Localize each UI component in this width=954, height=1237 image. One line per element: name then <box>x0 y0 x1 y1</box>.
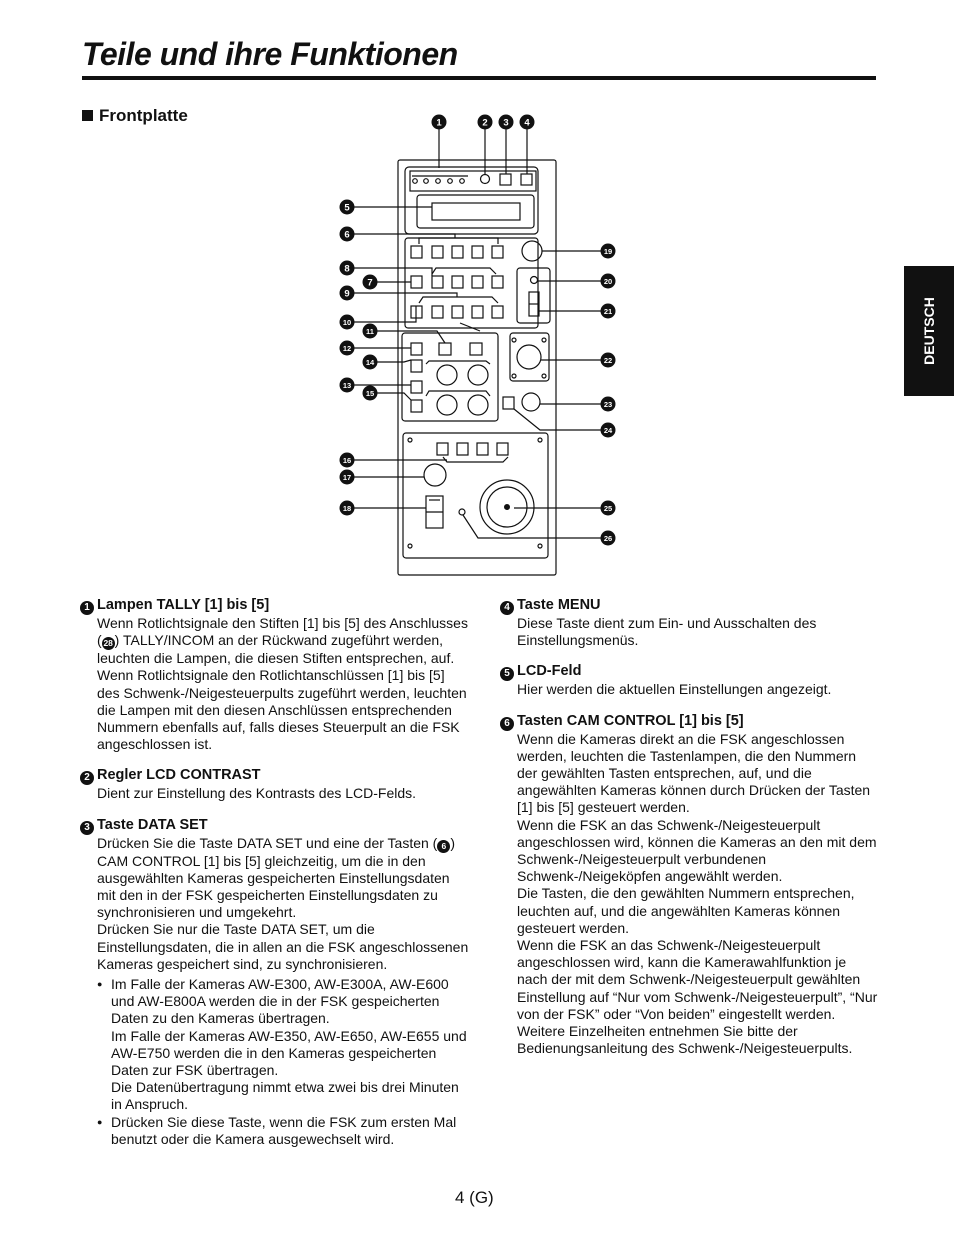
item-heading <box>80 817 470 835</box>
svg-text:22: 22 <box>603 355 613 365</box>
paragraph-text: Drücken Sie die Taste DATA SET und eine der Tasten ( <box>97 834 438 851</box>
paragraph-text: ) TALLY/INCOM an der Rückwand zugeführt werden, leuchten die Lampen, die diesen Stiften entsprechen, auf. <box>97 632 455 667</box>
item-heading <box>500 663 880 681</box>
item-heading <box>80 767 470 785</box>
bullet-text: ● Im Falle der Kameras AW-E300, AW-E300A, AW-E600 und AW-E800A werden die in der FSK gespeicherten Daten zu den Kameras übertragen. <box>111 976 449 1027</box>
svg-text:10: 10 <box>342 317 352 327</box>
language-tab <box>904 266 954 396</box>
callout-25 <box>601 501 616 516</box>
bullet-text: ● Drücken Sie diese Taste, wenn die FSK zum ersten Mal benutzt oder die Kamera ausgewechselt wird. <box>111 1113 457 1147</box>
svg-text:1: 1 <box>436 117 442 129</box>
paragraph-text: Wenn Rotlichtsignale den Stiften [1] bis [5] des Anschlusses ( <box>97 615 468 649</box>
item-paragraph <box>97 921 470 973</box>
item-paragraph <box>97 785 470 802</box>
callout-24 <box>601 423 616 438</box>
svg-text:2: 2 <box>482 117 488 129</box>
svg-text:23: 23 <box>603 399 613 409</box>
svg-text:17: 17 <box>342 472 352 482</box>
item-paragraph: Die Tasten, die den gewählten Nummern entsprechen, leuchten auf, und die angewählten Kameras können gesteuert werden. <box>517 885 855 936</box>
svg-text:16: 16 <box>342 455 352 465</box>
callout-21 <box>601 304 616 319</box>
page-title: Teile und ihre Funktionen <box>82 36 458 72</box>
callout-12 <box>340 341 355 356</box>
right-column <box>500 597 880 1071</box>
item-paragraph: Wenn die FSK an das Schwenk-/Neigesteuerpult angeschlossen wird, kann die Kamerawahlfunktion je nach der mit dem Schwenk-/Neigesteuerpult gewählten Einstellung auf “Nur vom Schwenk-/Neigesteuerpult”, “Nur von der FSK” oder “Von beiden” eingestellt werden. <box>517 937 878 1022</box>
item-number-badge: 1 <box>80 601 94 615</box>
item-number-badge: 4 <box>500 601 514 615</box>
paragraph-text: Drücken Sie nur die Taste DATA SET, um die Einstellungsdaten, die in allen an die FSK angeschlossenen Kameras gespeichert sind, zu synchronisieren. <box>97 921 469 972</box>
item-paragraph: Wenn die FSK an das Schwenk-/Neigesteuerpult angeschlossen wird, können die Kameras an den mit dem Schwenk-/Neigesteuerpult verbundenen Schwenk-/Neigeköpfen angewählt werden. <box>517 816 877 885</box>
item-paragraph <box>97 835 470 922</box>
item-paragraph: Wenn die Kameras direkt an die FSK angeschlossen werden, leuchten die Tastenlampen, die den Nummern der gewählten Tasten entsprechen, auf, und die angewählten Kameras können durch Drücken der Tasten [1] bis [5] gesteuert werden. <box>517 730 871 816</box>
svg-text:25: 25 <box>603 503 613 513</box>
callout-22 <box>601 353 616 368</box>
item-title: Taste DATA SET <box>97 816 208 833</box>
item-body <box>517 681 880 698</box>
paragraph-text: ) CAM CONTROL [1] bis [5] gleichzeitig, um die in den ausgewählten Kameras gespeicherten Einstellungsdaten mit den in der FSK gespeicherten Einstellungsdaten zu synchronisieren und umgekehrt. <box>97 834 456 921</box>
callout-7 <box>363 275 378 290</box>
svg-text:8: 8 <box>344 263 350 275</box>
item-title: Regler LCD CONTRAST <box>97 767 261 784</box>
callout-15 <box>363 386 378 401</box>
item-title: LCD-Feld <box>517 663 582 680</box>
svg-text:11: 11 <box>366 326 374 336</box>
callout-16 <box>340 453 355 468</box>
svg-text:5: 5 <box>344 202 350 214</box>
callout-10 <box>340 315 355 330</box>
item-6 <box>500 713 880 1058</box>
callout-9 <box>340 286 355 301</box>
svg-text:19: 19 <box>603 246 613 256</box>
callout-1 <box>432 115 447 130</box>
callout-11 <box>363 324 378 339</box>
svg-text:4: 4 <box>524 117 530 129</box>
svg-text:7: 7 <box>367 277 373 289</box>
callout-18 <box>340 501 355 516</box>
reference-number-badge: 28 <box>103 638 113 649</box>
callout-17 <box>340 470 355 485</box>
item-3 <box>80 817 470 1148</box>
item-1 <box>80 597 470 753</box>
svg-text:6: 6 <box>344 229 350 241</box>
bullet-text: Die Datenübertragung nimmt etwa zwei bis drei Minuten in Anspruch. <box>111 1079 459 1113</box>
item-4 <box>500 597 880 649</box>
callout-13 <box>340 378 355 393</box>
callout-19 <box>601 244 616 259</box>
item-body <box>517 731 880 1058</box>
bullet-item <box>97 976 470 1114</box>
title-rule <box>82 76 876 80</box>
svg-text:12: 12 <box>342 343 352 353</box>
item-title: Taste MENU <box>517 597 601 613</box>
svg-text:14: 14 <box>365 357 375 367</box>
item-body <box>97 615 470 753</box>
language-tab-label: DEUTSCH <box>921 297 937 365</box>
item-paragraph: Hier werden die aktuellen Einstellungen angezeigt. <box>517 681 832 698</box>
callout-20 <box>601 274 616 289</box>
section-title: Frontplatte <box>99 106 188 125</box>
svg-text:21: 21 <box>603 306 613 316</box>
svg-text:13: 13 <box>342 380 352 390</box>
item-5 <box>500 663 880 698</box>
svg-text:9: 9 <box>344 288 350 300</box>
item-body <box>517 615 880 649</box>
item-body <box>97 835 470 1148</box>
item-paragraph <box>97 615 470 667</box>
item-paragraph <box>97 667 470 753</box>
callout-8 <box>340 261 355 276</box>
callout-26 <box>601 531 616 546</box>
section-heading <box>82 106 188 126</box>
item-number-badge: 6 <box>500 717 514 731</box>
bullet-list <box>97 976 470 1148</box>
item-body <box>97 785 470 802</box>
svg-text:26: 26 <box>603 533 613 543</box>
item-2 <box>80 767 470 802</box>
callout-4 <box>520 115 535 130</box>
svg-text:3: 3 <box>503 117 509 129</box>
item-title: Lampen TALLY [1] bis [5] <box>97 597 270 613</box>
svg-text:20: 20 <box>603 276 613 286</box>
svg-text:24: 24 <box>603 425 613 435</box>
item-number-badge: 2 <box>80 771 94 785</box>
item-paragraph: Weitere Einzelheiten entnehmen Sie bitte der Bedienungsanleitung des Schwenk-/Neigesteuerpults. <box>517 1023 853 1057</box>
bullet-item <box>97 1114 470 1148</box>
paragraph-text: Dient zur Einstellung des Kontrasts des LCD-Felds. <box>97 785 417 802</box>
front-panel-diagram <box>330 105 630 580</box>
reference-number-badge: 6 <box>437 840 450 853</box>
item-number-badge: 3 <box>80 821 94 835</box>
left-column <box>80 597 470 1162</box>
callout-5 <box>340 200 355 215</box>
callout-14 <box>363 355 378 370</box>
callout-3 <box>499 115 514 130</box>
svg-text:15: 15 <box>365 388 375 398</box>
callout-6 <box>340 227 355 242</box>
callout-2 <box>478 115 493 130</box>
item-heading <box>500 713 880 731</box>
paragraph-text: Wenn Rotlichtsignale den Rotlichtanschlüssen [1] bis [5] des Schwenk-/Neigesteuerpults zugeführt werden, leuchten die Lampen mit den diesen Anschlüssen entsprechenden Nummern ebenfalls auf, falls dieses Steuerpult an die FSK angeschlossen ist. <box>97 667 467 753</box>
callout-23 <box>601 397 616 412</box>
item-heading <box>500 597 880 615</box>
page-number: 4 (G) <box>455 1188 494 1207</box>
item-paragraph: Diese Taste dient zum Ein- und Ausschalten des Einstellungsmenüs. <box>517 615 817 649</box>
bullet-text: Im Falle der Kameras AW-E350, AW-E650, AW-E655 und AW-E750 werden die in den Kameras gespeicherten Daten zur FSK übertragen. <box>111 1027 467 1079</box>
svg-text:18: 18 <box>342 503 352 513</box>
square-bullet-icon <box>82 110 93 121</box>
item-title: Tasten CAM CONTROL [1] bis [5] <box>517 712 744 729</box>
item-heading <box>80 597 470 615</box>
item-number-badge: 5 <box>500 667 514 681</box>
